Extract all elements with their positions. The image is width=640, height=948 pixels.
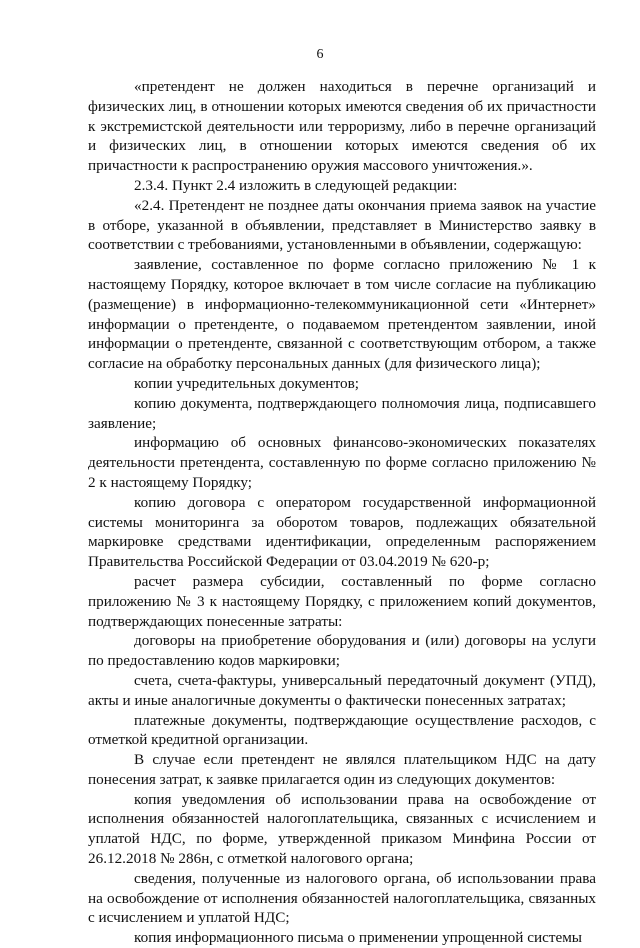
- paragraph: счета, счета-фактуры, универсальный передаточный документ (УПД), акты и иные аналогичные документы о фактически понесенных затратах;: [88, 671, 596, 709]
- paragraph: расчет размера субсидии, составленный по форме согласно приложению № 3 к настоящему Порядку, с приложением копий документов, подтверждающих понесенные затраты:: [88, 572, 596, 630]
- paragraph: «претендент не должен находиться в перечне организаций и физических лиц, в отношении которых имеются сведения об их причастности к экстремистской деятельности или терроризму, либо в перечне организаций и физических лиц, в отношении которых имеются сведения об их причастности к распространению оружия массового уничтожения.».: [88, 78, 596, 175]
- paragraph: копии учредительных документов;: [134, 374, 359, 392]
- page-number: 6: [316, 47, 324, 62]
- paragraph: информацию об основных финансово-экономических показателях деятельности претендента, составленную по форме согласно приложению № 2 к настоящему Порядку;: [88, 434, 596, 491]
- paragraph: копия уведомления об использовании права на освобождение от исполнения обязанностей налогоплательщика, связанных с исчислением и уплатой НДС, по форме, утвержденной приказом Минфина России от 26.12.2018 № 286н, с отметкой налогового органа;: [88, 790, 596, 868]
- paragraph: 2.3.4. Пункт 2.4 изложить в следующей редакции:: [134, 176, 458, 194]
- paragraph: сведения, полученные из налогового органа, об использовании права на освобождение от исполнения обязанностей налогоплательщика, связанных с исчислением и уплатой НДС;: [88, 869, 596, 927]
- paragraph: копия информационного письма о применении упрощенной системы: [134, 929, 583, 947]
- paragraph: платежные документы, подтверждающие осуществление расходов, с отметкой кредитной организации.: [88, 711, 596, 749]
- paragraph: заявление, составленное по форме согласно приложению № 1 к настоящему Порядку, которое включает в том числе согласие на публикацию (размещение) в информационно-телекоммуникационной сети «Интернет» информации о претенденте, о подаваемом претендентом заявлении, иной информации о претенденте, связанной с соответствующим отбором, а также согласие на обработку персональных данных (для физического лица);: [88, 256, 596, 373]
- paragraph: В случае если претендент не являлся плательщиком НДС на дату понесения затрат, к заявке прилагается один из следующих документов:: [88, 751, 596, 788]
- paragraph: копию договора с оператором государственной информационной системы мониторинга за оборотом товаров, подлежащих обязательной маркировке средствами идентификации, определенным распоряжением Правительства Российской Федерации от 03.04.2019 № 620-р;: [88, 493, 596, 571]
- paragraph: копию документа, подтверждающего полномочия лица, подписавшего заявление;: [88, 394, 596, 432]
- document-body: [88, 77, 596, 948]
- paragraph: договоры на приобретение оборудования и (или) договоры на услуги по предоставлению кодов маркировки;: [88, 632, 596, 670]
- paragraph: «2.4. Претендент не позднее даты окончания приема заявок на участие в отборе, указанной в объявлении, представляет в Министерство заявку в соответствии с требованиями, установленными в объявлении, содержащую:: [88, 196, 596, 254]
